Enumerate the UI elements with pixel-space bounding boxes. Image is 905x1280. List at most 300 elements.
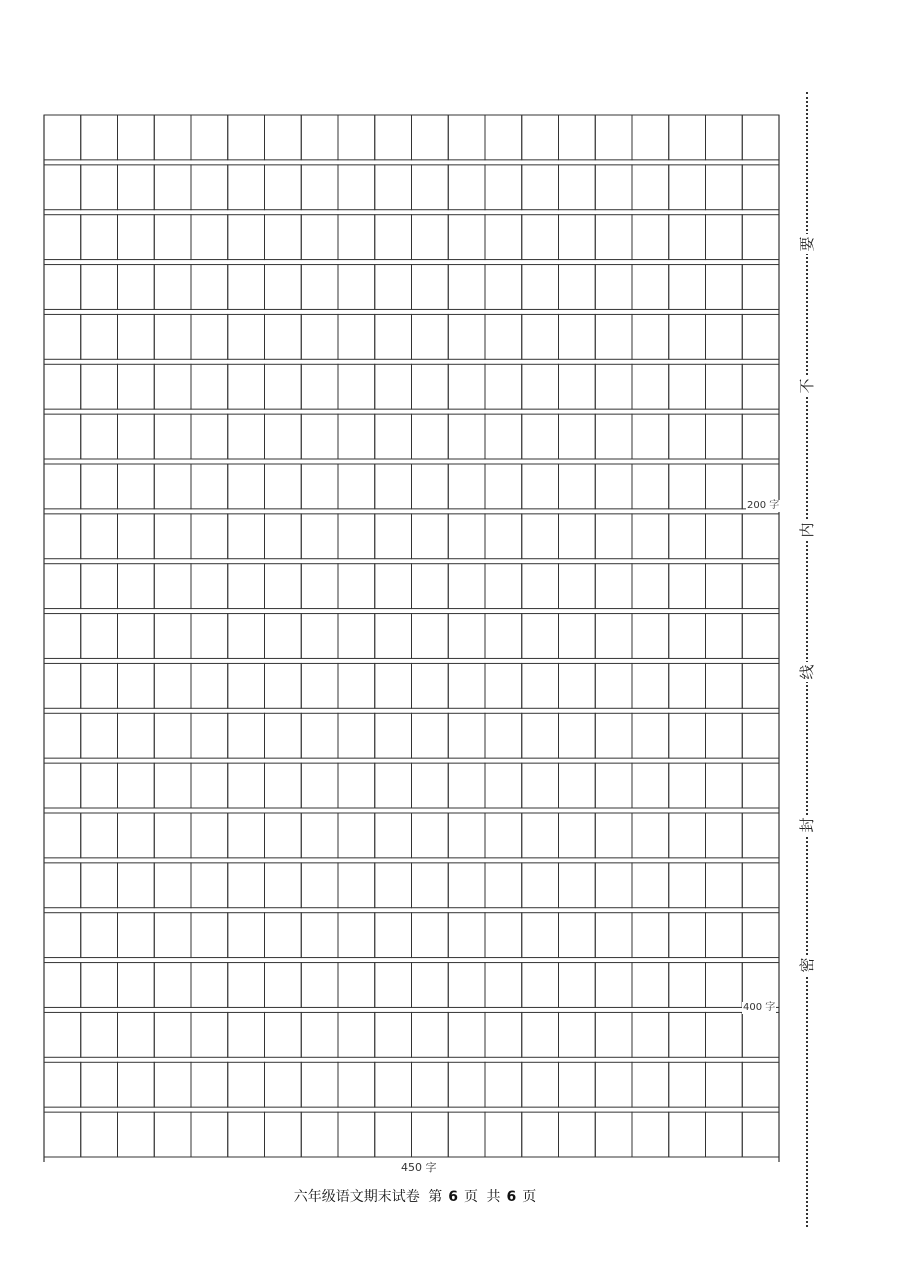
grid-cell[interactable]: [338, 663, 375, 708]
grid-cell[interactable]: [559, 614, 596, 659]
grid-cell[interactable]: [154, 1062, 191, 1107]
grid-cell[interactable]: [338, 514, 375, 559]
grid-cell[interactable]: [559, 414, 596, 459]
grid-cell[interactable]: [81, 713, 118, 758]
grid-cell[interactable]: [412, 265, 449, 310]
grid-cell[interactable]: [485, 115, 522, 160]
grid-cell[interactable]: [118, 1112, 155, 1157]
grid-cell[interactable]: [706, 165, 743, 210]
grid-cell[interactable]: [301, 1112, 338, 1157]
grid-cell[interactable]: [412, 663, 449, 708]
grid-cell[interactable]: [742, 913, 779, 958]
grid-cell[interactable]: [228, 265, 265, 310]
grid-cell[interactable]: [228, 364, 265, 409]
grid-cell[interactable]: [412, 863, 449, 908]
grid-cell[interactable]: [559, 514, 596, 559]
grid-cell[interactable]: [44, 115, 81, 160]
grid-cell[interactable]: [301, 913, 338, 958]
grid-cell[interactable]: [448, 1112, 485, 1157]
grid-cell[interactable]: [706, 464, 743, 509]
grid-cell[interactable]: [448, 614, 485, 659]
grid-cell[interactable]: [191, 514, 228, 559]
grid-cell[interactable]: [338, 614, 375, 659]
grid-cell[interactable]: [375, 713, 412, 758]
grid-cell[interactable]: [632, 614, 669, 659]
grid-cell[interactable]: [412, 763, 449, 808]
grid-cell[interactable]: [632, 813, 669, 858]
grid-cell[interactable]: [595, 414, 632, 459]
grid-cell[interactable]: [522, 763, 559, 808]
grid-cell[interactable]: [595, 913, 632, 958]
grid-cell[interactable]: [706, 663, 743, 708]
grid-cell[interactable]: [595, 763, 632, 808]
grid-cell[interactable]: [265, 165, 302, 210]
grid-cell[interactable]: [265, 1062, 302, 1107]
grid-cell[interactable]: [448, 314, 485, 359]
grid-cell[interactable]: [265, 913, 302, 958]
grid-cell[interactable]: [81, 1112, 118, 1157]
grid-cell[interactable]: [228, 564, 265, 609]
grid-cell[interactable]: [81, 1012, 118, 1057]
grid-cell[interactable]: [669, 1112, 706, 1157]
grid-cell[interactable]: [228, 514, 265, 559]
grid-cell[interactable]: [265, 863, 302, 908]
grid-cell[interactable]: [191, 165, 228, 210]
grid-cell[interactable]: [669, 1062, 706, 1107]
grid-cell[interactable]: [44, 215, 81, 260]
grid-cell[interactable]: [522, 614, 559, 659]
grid-cell[interactable]: [742, 963, 779, 1008]
grid-cell[interactable]: [632, 963, 669, 1008]
grid-cell[interactable]: [632, 1062, 669, 1107]
grid-cell[interactable]: [301, 963, 338, 1008]
grid-cell[interactable]: [265, 663, 302, 708]
grid-cell[interactable]: [44, 464, 81, 509]
grid-cell[interactable]: [81, 414, 118, 459]
grid-cell[interactable]: [338, 564, 375, 609]
grid-cell[interactable]: [522, 1062, 559, 1107]
grid-cell[interactable]: [706, 364, 743, 409]
grid-cell[interactable]: [265, 1012, 302, 1057]
grid-cell[interactable]: [559, 913, 596, 958]
grid-cell[interactable]: [485, 1112, 522, 1157]
grid-cell[interactable]: [412, 464, 449, 509]
grid-cell[interactable]: [228, 1012, 265, 1057]
grid-cell[interactable]: [154, 863, 191, 908]
grid-cell[interactable]: [191, 763, 228, 808]
grid-cell[interactable]: [669, 514, 706, 559]
grid-cell[interactable]: [44, 564, 81, 609]
grid-cell[interactable]: [632, 763, 669, 808]
grid-cell[interactable]: [742, 614, 779, 659]
grid-cell[interactable]: [448, 763, 485, 808]
grid-cell[interactable]: [375, 1112, 412, 1157]
grid-cell[interactable]: [485, 913, 522, 958]
grid-cell[interactable]: [706, 863, 743, 908]
grid-cell[interactable]: [81, 913, 118, 958]
grid-cell[interactable]: [301, 514, 338, 559]
grid-cell[interactable]: [632, 364, 669, 409]
grid-cell[interactable]: [595, 464, 632, 509]
grid-cell[interactable]: [485, 364, 522, 409]
grid-cell[interactable]: [559, 963, 596, 1008]
grid-cell[interactable]: [485, 1062, 522, 1107]
grid-cell[interactable]: [228, 863, 265, 908]
grid-cell[interactable]: [191, 614, 228, 659]
grid-cell[interactable]: [448, 464, 485, 509]
grid-cell[interactable]: [265, 763, 302, 808]
grid-cell[interactable]: [44, 314, 81, 359]
grid-cell[interactable]: [669, 364, 706, 409]
grid-cell[interactable]: [412, 165, 449, 210]
grid-cell[interactable]: [522, 514, 559, 559]
grid-cell[interactable]: [522, 863, 559, 908]
grid-cell[interactable]: [191, 913, 228, 958]
grid-cell[interactable]: [191, 1062, 228, 1107]
grid-cell[interactable]: [742, 663, 779, 708]
grid-cell[interactable]: [412, 514, 449, 559]
grid-cell[interactable]: [448, 564, 485, 609]
grid-cell[interactable]: [81, 1062, 118, 1107]
grid-cell[interactable]: [559, 314, 596, 359]
grid-cell[interactable]: [228, 763, 265, 808]
grid-cell[interactable]: [154, 913, 191, 958]
grid-cell[interactable]: [632, 115, 669, 160]
grid-cell[interactable]: [118, 614, 155, 659]
grid-cell[interactable]: [669, 713, 706, 758]
grid-cell[interactable]: [375, 913, 412, 958]
grid-cell[interactable]: [81, 813, 118, 858]
grid-cell[interactable]: [338, 314, 375, 359]
grid-cell[interactable]: [448, 364, 485, 409]
grid-cell[interactable]: [448, 1062, 485, 1107]
grid-cell[interactable]: [81, 464, 118, 509]
grid-cell[interactable]: [375, 813, 412, 858]
grid-cell[interactable]: [118, 215, 155, 260]
grid-cell[interactable]: [118, 1062, 155, 1107]
grid-cell[interactable]: [375, 614, 412, 659]
grid-cell[interactable]: [742, 364, 779, 409]
grid-cell[interactable]: [191, 265, 228, 310]
grid-cell[interactable]: [412, 963, 449, 1008]
grid-cell[interactable]: [81, 165, 118, 210]
grid-cell[interactable]: [522, 265, 559, 310]
grid-cell[interactable]: [522, 414, 559, 459]
grid-cell[interactable]: [412, 115, 449, 160]
grid-cell[interactable]: [44, 663, 81, 708]
grid-cell[interactable]: [595, 564, 632, 609]
grid-cell[interactable]: [669, 165, 706, 210]
grid-cell[interactable]: [301, 713, 338, 758]
grid-cell[interactable]: [632, 165, 669, 210]
grid-cell[interactable]: [742, 165, 779, 210]
grid-cell[interactable]: [228, 165, 265, 210]
grid-cell[interactable]: [448, 963, 485, 1008]
grid-cell[interactable]: [522, 364, 559, 409]
grid-cell[interactable]: [154, 514, 191, 559]
grid-cell[interactable]: [595, 863, 632, 908]
grid-cell[interactable]: [338, 1062, 375, 1107]
grid-cell[interactable]: [742, 1012, 779, 1057]
grid-cell[interactable]: [669, 913, 706, 958]
grid-cell[interactable]: [118, 813, 155, 858]
grid-cell[interactable]: [338, 1112, 375, 1157]
grid-cell[interactable]: [44, 963, 81, 1008]
grid-cell[interactable]: [448, 663, 485, 708]
grid-cell[interactable]: [338, 215, 375, 260]
grid-cell[interactable]: [301, 314, 338, 359]
grid-cell[interactable]: [669, 414, 706, 459]
grid-cell[interactable]: [522, 713, 559, 758]
grid-cell[interactable]: [375, 1012, 412, 1057]
grid-cell[interactable]: [669, 813, 706, 858]
grid-cell[interactable]: [338, 863, 375, 908]
grid-cell[interactable]: [669, 314, 706, 359]
grid-cell[interactable]: [669, 215, 706, 260]
grid-cell[interactable]: [522, 314, 559, 359]
grid-cell[interactable]: [228, 1112, 265, 1157]
grid-cell[interactable]: [559, 763, 596, 808]
grid-cell[interactable]: [742, 215, 779, 260]
grid-cell[interactable]: [412, 614, 449, 659]
grid-cell[interactable]: [485, 813, 522, 858]
grid-cell[interactable]: [338, 763, 375, 808]
grid-cell[interactable]: [338, 913, 375, 958]
grid-cell[interactable]: [375, 364, 412, 409]
grid-cell[interactable]: [228, 464, 265, 509]
grid-cell[interactable]: [595, 314, 632, 359]
grid-cell[interactable]: [632, 863, 669, 908]
grid-cell[interactable]: [228, 414, 265, 459]
grid-cell[interactable]: [485, 963, 522, 1008]
grid-cell[interactable]: [44, 813, 81, 858]
grid-cell[interactable]: [301, 215, 338, 260]
grid-cell[interactable]: [44, 265, 81, 310]
grid-cell[interactable]: [81, 614, 118, 659]
grid-cell[interactable]: [448, 414, 485, 459]
grid-cell[interactable]: [559, 1012, 596, 1057]
grid-cell[interactable]: [265, 514, 302, 559]
grid-cell[interactable]: [559, 165, 596, 210]
grid-cell[interactable]: [706, 514, 743, 559]
grid-cell[interactable]: [669, 115, 706, 160]
grid-cell[interactable]: [154, 314, 191, 359]
grid-cell[interactable]: [706, 614, 743, 659]
grid-cell[interactable]: [559, 713, 596, 758]
grid-cell[interactable]: [522, 564, 559, 609]
grid-cell[interactable]: [118, 414, 155, 459]
grid-cell[interactable]: [595, 963, 632, 1008]
grid-cell[interactable]: [632, 314, 669, 359]
grid-cell[interactable]: [228, 215, 265, 260]
grid-cell[interactable]: [81, 514, 118, 559]
grid-cell[interactable]: [81, 314, 118, 359]
grid-cell[interactable]: [485, 713, 522, 758]
grid-cell[interactable]: [412, 813, 449, 858]
grid-cell[interactable]: [228, 663, 265, 708]
grid-cell[interactable]: [669, 614, 706, 659]
grid-cell[interactable]: [265, 713, 302, 758]
grid-cell[interactable]: [228, 314, 265, 359]
grid-cell[interactable]: [595, 514, 632, 559]
grid-cell[interactable]: [522, 215, 559, 260]
grid-cell[interactable]: [375, 464, 412, 509]
grid-cell[interactable]: [669, 464, 706, 509]
grid-cell[interactable]: [265, 215, 302, 260]
grid-cell[interactable]: [191, 414, 228, 459]
grid-cell[interactable]: [595, 115, 632, 160]
grid-cell[interactable]: [706, 963, 743, 1008]
grid-cell[interactable]: [118, 913, 155, 958]
grid-cell[interactable]: [338, 1012, 375, 1057]
grid-cell[interactable]: [485, 863, 522, 908]
grid-cell[interactable]: [448, 115, 485, 160]
grid-cell[interactable]: [338, 464, 375, 509]
grid-cell[interactable]: [485, 1012, 522, 1057]
grid-cell[interactable]: [485, 414, 522, 459]
grid-cell[interactable]: [559, 564, 596, 609]
grid-cell[interactable]: [154, 115, 191, 160]
grid-cell[interactable]: [595, 1062, 632, 1107]
grid-cell[interactable]: [191, 314, 228, 359]
grid-cell[interactable]: [375, 564, 412, 609]
grid-cell[interactable]: [81, 763, 118, 808]
grid-cell[interactable]: [742, 863, 779, 908]
grid-cell[interactable]: [44, 713, 81, 758]
grid-cell[interactable]: [559, 115, 596, 160]
grid-cell[interactable]: [669, 963, 706, 1008]
grid-cell[interactable]: [742, 713, 779, 758]
grid-cell[interactable]: [706, 913, 743, 958]
grid-cell[interactable]: [191, 464, 228, 509]
grid-cell[interactable]: [559, 215, 596, 260]
grid-cell[interactable]: [154, 813, 191, 858]
grid-cell[interactable]: [412, 1062, 449, 1107]
grid-cell[interactable]: [742, 1112, 779, 1157]
grid-cell[interactable]: [632, 713, 669, 758]
grid-cell[interactable]: [338, 364, 375, 409]
grid-cell[interactable]: [228, 813, 265, 858]
grid-cell[interactable]: [265, 414, 302, 459]
grid-cell[interactable]: [742, 1062, 779, 1107]
grid-cell[interactable]: [154, 464, 191, 509]
grid-cell[interactable]: [522, 913, 559, 958]
grid-cell[interactable]: [118, 464, 155, 509]
grid-cell[interactable]: [154, 963, 191, 1008]
grid-cell[interactable]: [595, 215, 632, 260]
grid-cell[interactable]: [118, 1012, 155, 1057]
grid-cell[interactable]: [301, 165, 338, 210]
grid-cell[interactable]: [485, 614, 522, 659]
grid-cell[interactable]: [595, 614, 632, 659]
grid-cell[interactable]: [118, 165, 155, 210]
grid-cell[interactable]: [706, 265, 743, 310]
grid-cell[interactable]: [44, 1062, 81, 1107]
grid-cell[interactable]: [44, 614, 81, 659]
grid-cell[interactable]: [412, 1112, 449, 1157]
grid-cell[interactable]: [81, 564, 118, 609]
grid-cell[interactable]: [706, 713, 743, 758]
grid-cell[interactable]: [448, 514, 485, 559]
grid-cell[interactable]: [301, 265, 338, 310]
grid-cell[interactable]: [706, 1012, 743, 1057]
grid-cell[interactable]: [559, 863, 596, 908]
grid-cell[interactable]: [632, 564, 669, 609]
grid-cell[interactable]: [412, 364, 449, 409]
grid-cell[interactable]: [191, 564, 228, 609]
grid-cell[interactable]: [706, 414, 743, 459]
grid-cell[interactable]: [154, 564, 191, 609]
grid-cell[interactable]: [301, 364, 338, 409]
grid-cell[interactable]: [485, 314, 522, 359]
grid-cell[interactable]: [228, 963, 265, 1008]
grid-cell[interactable]: [742, 265, 779, 310]
grid-cell[interactable]: [706, 215, 743, 260]
grid-cell[interactable]: [485, 215, 522, 260]
grid-cell[interactable]: [632, 913, 669, 958]
grid-cell[interactable]: [742, 564, 779, 609]
grid-cell[interactable]: [118, 763, 155, 808]
grid-cell[interactable]: [632, 464, 669, 509]
grid-cell[interactable]: [632, 663, 669, 708]
grid-cell[interactable]: [522, 1112, 559, 1157]
grid-cell[interactable]: [742, 813, 779, 858]
grid-cell[interactable]: [559, 464, 596, 509]
grid-cell[interactable]: [375, 115, 412, 160]
grid-cell[interactable]: [44, 1012, 81, 1057]
grid-cell[interactable]: [595, 364, 632, 409]
grid-cell[interactable]: [706, 1062, 743, 1107]
grid-cell[interactable]: [154, 1112, 191, 1157]
grid-cell[interactable]: [742, 314, 779, 359]
grid-cell[interactable]: [595, 1112, 632, 1157]
grid-cell[interactable]: [118, 713, 155, 758]
grid-cell[interactable]: [301, 1062, 338, 1107]
grid-cell[interactable]: [485, 464, 522, 509]
grid-cell[interactable]: [595, 1012, 632, 1057]
grid-cell[interactable]: [669, 863, 706, 908]
grid-cell[interactable]: [118, 115, 155, 160]
grid-cell[interactable]: [706, 564, 743, 609]
grid-cell[interactable]: [742, 514, 779, 559]
grid-cell[interactable]: [375, 663, 412, 708]
grid-cell[interactable]: [191, 713, 228, 758]
grid-cell[interactable]: [191, 115, 228, 160]
grid-cell[interactable]: [522, 1012, 559, 1057]
grid-cell[interactable]: [412, 215, 449, 260]
grid-cell[interactable]: [448, 813, 485, 858]
grid-cell[interactable]: [228, 1062, 265, 1107]
grid-cell[interactable]: [44, 165, 81, 210]
grid-cell[interactable]: [191, 1112, 228, 1157]
grid-cell[interactable]: [44, 364, 81, 409]
grid-cell[interactable]: [154, 614, 191, 659]
grid-cell[interactable]: [448, 165, 485, 210]
grid-cell[interactable]: [375, 1062, 412, 1107]
grid-cell[interactable]: [81, 863, 118, 908]
grid-cell[interactable]: [412, 713, 449, 758]
grid-cell[interactable]: [669, 1012, 706, 1057]
grid-cell[interactable]: [632, 414, 669, 459]
grid-cell[interactable]: [706, 115, 743, 160]
grid-cell[interactable]: [338, 414, 375, 459]
grid-cell[interactable]: [595, 265, 632, 310]
grid-cell[interactable]: [118, 963, 155, 1008]
grid-cell[interactable]: [632, 514, 669, 559]
grid-cell[interactable]: [448, 713, 485, 758]
grid-cell[interactable]: [228, 614, 265, 659]
grid-cell[interactable]: [448, 913, 485, 958]
